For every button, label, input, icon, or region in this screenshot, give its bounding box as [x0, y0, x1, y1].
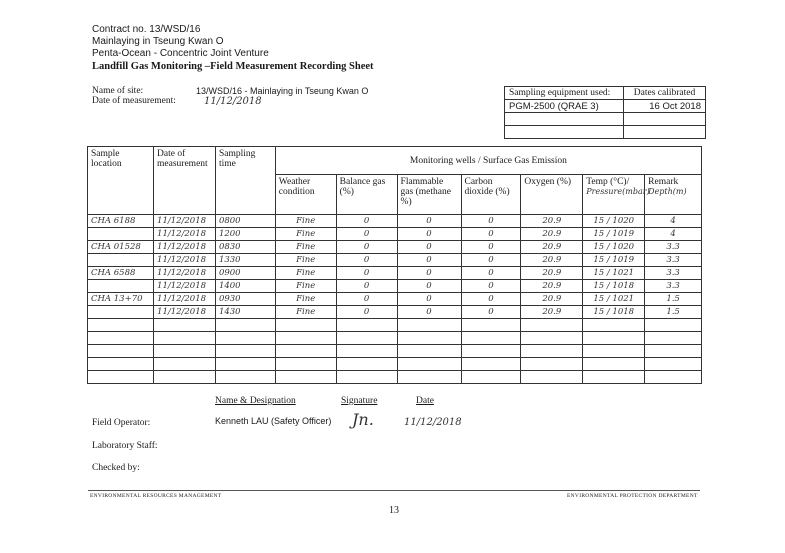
date-cell: 11/12/2018: [154, 293, 216, 306]
flammable-gas-cell: 0: [397, 254, 461, 267]
oxygen-cell: 20.9: [521, 280, 583, 293]
temp-pressure-cell: 15 / 1021: [583, 267, 645, 280]
empty-cell: [645, 345, 702, 358]
lab-staff-label: Laboratory Staff:: [92, 441, 158, 451]
weather-cell: Fine: [275, 306, 336, 319]
flammable-gas-cell: 0: [397, 241, 461, 254]
oxygen-cell: 20.9: [521, 241, 583, 254]
carbon-dioxide-cell: 0: [461, 293, 521, 306]
table-row: [88, 267, 702, 280]
equipment-header: Sampling equipment used:: [505, 87, 624, 100]
weather-cell: Fine: [275, 241, 336, 254]
site-name-value: 13/WSD/16 - Mainlaying in Tseung Kwan O: [196, 86, 369, 96]
empty-cell: [215, 332, 275, 345]
empty-cell: [88, 332, 154, 345]
time-cell: 1330: [215, 254, 275, 267]
empty-row: [88, 371, 702, 384]
field-operator-signature: Jn.: [352, 410, 374, 429]
oxygen-cell: 20.9: [521, 306, 583, 319]
empty-cell: [521, 345, 583, 358]
carbon-dioxide-cell: 0: [461, 254, 521, 267]
oxygen-header: Oxygen (%): [521, 175, 583, 215]
location-cell: CHA 01528: [88, 241, 154, 254]
empty-cell: [461, 358, 521, 371]
temp-pressure-cell: 15 / 1018: [583, 280, 645, 293]
temp-pressure-cell: 15 / 1021: [583, 293, 645, 306]
weather-cell: Fine: [275, 254, 336, 267]
time-header: Sampling time: [215, 147, 275, 215]
empty-cell: [583, 371, 645, 384]
equipment-value: [505, 113, 624, 126]
empty-cell: [397, 345, 461, 358]
field-operator-name: Kenneth LAU (Safety Officer): [215, 416, 332, 426]
table-row: [88, 241, 702, 254]
sheet-title: Landfill Gas Monitoring –Field Measurement Recording Sheet: [92, 61, 374, 72]
empty-cell: [461, 319, 521, 332]
remark-cell: 1.5: [645, 306, 702, 319]
date-cell: 11/12/2018: [154, 267, 216, 280]
temp-header: [583, 175, 650, 215]
location-cell: [88, 280, 154, 293]
balance-gas-cell: 0: [336, 267, 397, 280]
table-row: [88, 293, 702, 306]
time-cell: 1430: [215, 306, 275, 319]
project-name: Mainlaying in Tseung Kwan O: [92, 36, 224, 47]
empty-cell: [461, 345, 521, 358]
empty-cell: [275, 358, 336, 371]
remark-cell: 4: [645, 215, 702, 228]
remark-cell: 3.3: [645, 280, 702, 293]
empty-cell: [154, 371, 216, 384]
empty-cell: [336, 358, 397, 371]
empty-cell: [645, 371, 702, 384]
weather-cell: Fine: [275, 267, 336, 280]
empty-cell: [521, 358, 583, 371]
date-cell: 11/12/2018: [154, 280, 216, 293]
balance-gas-cell: 0: [336, 280, 397, 293]
name-designation-header: Name & Designation: [215, 396, 296, 406]
weather-cell: Fine: [275, 215, 336, 228]
date-cell: 11/12/2018: [154, 306, 216, 319]
remark-header: [645, 175, 702, 215]
remark-cell: 1.5: [645, 293, 702, 306]
empty-cell: [88, 358, 154, 371]
remark-header-handwritten: Depth(m): [648, 187, 687, 196]
empty-cell: [215, 345, 275, 358]
empty-cell: [645, 358, 702, 371]
empty-cell: [215, 358, 275, 371]
table-row: [88, 280, 702, 293]
carbon-dioxide-cell: 0: [461, 280, 521, 293]
site-name-label: Name of site:: [92, 86, 144, 96]
table-row: [88, 215, 702, 228]
carbon-dioxide-cell: 0: [461, 241, 521, 254]
carbon-dioxide-cell: 0: [461, 267, 521, 280]
field-operator-date: 11/12/2018: [404, 417, 462, 428]
oxygen-cell: 20.9: [521, 293, 583, 306]
footer-left: ENVIRONMENTAL RESOURCES MANAGEMENT: [90, 493, 222, 499]
date-header-sign: Date: [416, 396, 434, 406]
empty-cell: [275, 319, 336, 332]
empty-cell: [645, 319, 702, 332]
balance-gas-cell: 0: [336, 215, 397, 228]
empty-cell: [336, 371, 397, 384]
empty-cell: [215, 319, 275, 332]
oxygen-cell: 20.9: [521, 228, 583, 241]
flammable-gas-cell: 0: [397, 280, 461, 293]
time-cell: 0900: [215, 267, 275, 280]
empty-cell: [275, 371, 336, 384]
empty-row: [88, 358, 702, 371]
empty-cell: [645, 332, 702, 345]
empty-cell: [583, 319, 645, 332]
weather-header: Weather condition: [275, 175, 336, 215]
temp-header-label: Temp (°C)/: [586, 177, 630, 187]
empty-row: [88, 319, 702, 332]
contractor-name: Penta-Ocean - Concentric Joint Venture: [92, 48, 269, 59]
empty-cell: [275, 332, 336, 345]
empty-cell: [397, 371, 461, 384]
carbon-dioxide-cell: 0: [461, 215, 521, 228]
empty-cell: [521, 319, 583, 332]
temp-pressure-cell: 15 / 1019: [583, 228, 645, 241]
empty-cell: [461, 332, 521, 345]
flammable-gas-header: Flammable gas (methane %): [397, 175, 461, 215]
balance-gas-header: Balance gas (%): [336, 175, 397, 215]
weather-cell: Fine: [275, 280, 336, 293]
balance-gas-cell: 0: [336, 306, 397, 319]
calibration-date: [624, 126, 706, 139]
equipment-value: [505, 126, 624, 139]
time-cell: 1200: [215, 228, 275, 241]
date-cell: 11/12/2018: [154, 215, 216, 228]
flammable-gas-cell: 0: [397, 306, 461, 319]
page-number: 13: [389, 505, 399, 516]
location-cell: CHA 6588: [88, 267, 154, 280]
empty-cell: [583, 332, 645, 345]
monitoring-header: Monitoring wells / Surface Gas Emission: [275, 147, 701, 175]
temp-pressure-cell: 15 / 1020: [583, 215, 645, 228]
empty-cell: [583, 358, 645, 371]
footer-divider: [88, 490, 700, 491]
remark-cell: 3.3: [645, 267, 702, 280]
location-cell: [88, 306, 154, 319]
flammable-gas-cell: 0: [397, 215, 461, 228]
weather-cell: Fine: [275, 228, 336, 241]
temp-header-handwritten: Pressure(mbar): [586, 187, 650, 196]
flammable-gas-cell: 0: [397, 228, 461, 241]
oxygen-cell: 20.9: [521, 267, 583, 280]
empty-cell: [336, 345, 397, 358]
equipment-value: PGM-2500 (QRAE 3): [505, 100, 624, 113]
flammable-gas-cell: 0: [397, 267, 461, 280]
empty-cell: [336, 332, 397, 345]
remark-cell: 4: [645, 228, 702, 241]
empty-cell: [461, 371, 521, 384]
empty-cell: [215, 371, 275, 384]
empty-row: [88, 332, 702, 345]
empty-cell: [397, 332, 461, 345]
contract-number: Contract no. 13/WSD/16: [92, 24, 201, 35]
balance-gas-cell: 0: [336, 228, 397, 241]
temp-pressure-cell: 15 / 1018: [583, 306, 645, 319]
measurement-table: [87, 146, 702, 384]
location-cell: CHA 6188: [88, 215, 154, 228]
carbon-dioxide-cell: 0: [461, 228, 521, 241]
date-cell: 11/12/2018: [154, 241, 216, 254]
measurement-date-value: 11/12/2018: [204, 96, 262, 107]
empty-cell: [88, 371, 154, 384]
empty-cell: [397, 358, 461, 371]
flammable-gas-cell: 0: [397, 293, 461, 306]
temp-pressure-cell: 15 / 1020: [583, 241, 645, 254]
date-header: Date of measurement: [154, 147, 216, 215]
weather-cell: Fine: [275, 293, 336, 306]
field-operator-label: Field Operator:: [92, 418, 151, 428]
signature-header: Signature: [341, 396, 378, 406]
empty-row: [88, 345, 702, 358]
empty-cell: [397, 319, 461, 332]
oxygen-cell: 20.9: [521, 254, 583, 267]
remark-cell: 3.3: [645, 254, 702, 267]
table-row: [88, 254, 702, 267]
balance-gas-cell: 0: [336, 241, 397, 254]
carbon-dioxide-cell: 0: [461, 306, 521, 319]
location-cell: CHA 13+70: [88, 293, 154, 306]
remark-cell: 3.3: [645, 241, 702, 254]
table-row: [88, 228, 702, 241]
equipment-table: [504, 86, 706, 139]
location-cell: [88, 228, 154, 241]
date-cell: 11/12/2018: [154, 228, 216, 241]
calibration-header: Dates calibrated: [624, 87, 706, 100]
calibration-date: [624, 113, 706, 126]
balance-gas-cell: 0: [336, 293, 397, 306]
remark-header-label: Remark: [648, 177, 679, 187]
empty-cell: [154, 345, 216, 358]
table-row: [88, 306, 702, 319]
measurement-date-label: Date of measurement:: [92, 96, 176, 106]
empty-cell: [583, 345, 645, 358]
location-header: Sample location: [88, 147, 154, 215]
oxygen-cell: 20.9: [521, 215, 583, 228]
empty-cell: [88, 345, 154, 358]
location-cell: [88, 254, 154, 267]
time-cell: 1400: [215, 280, 275, 293]
empty-cell: [154, 319, 216, 332]
time-cell: 0930: [215, 293, 275, 306]
date-cell: 11/12/2018: [154, 254, 216, 267]
empty-cell: [154, 358, 216, 371]
empty-cell: [154, 332, 216, 345]
carbon-dioxide-header: Carbon dioxide (%): [461, 175, 521, 215]
time-cell: 0800: [215, 215, 275, 228]
empty-cell: [521, 332, 583, 345]
calibration-date: 16 Oct 2018: [624, 100, 706, 113]
temp-pressure-cell: 15 / 1019: [583, 254, 645, 267]
checked-by-label: Checked by:: [92, 463, 140, 473]
empty-cell: [521, 371, 583, 384]
empty-cell: [275, 345, 336, 358]
empty-cell: [88, 319, 154, 332]
time-cell: 0830: [215, 241, 275, 254]
balance-gas-cell: 0: [336, 254, 397, 267]
footer-right: ENVIRONMENTAL PROTECTION DEPARTMENT: [567, 493, 698, 499]
empty-cell: [336, 319, 397, 332]
